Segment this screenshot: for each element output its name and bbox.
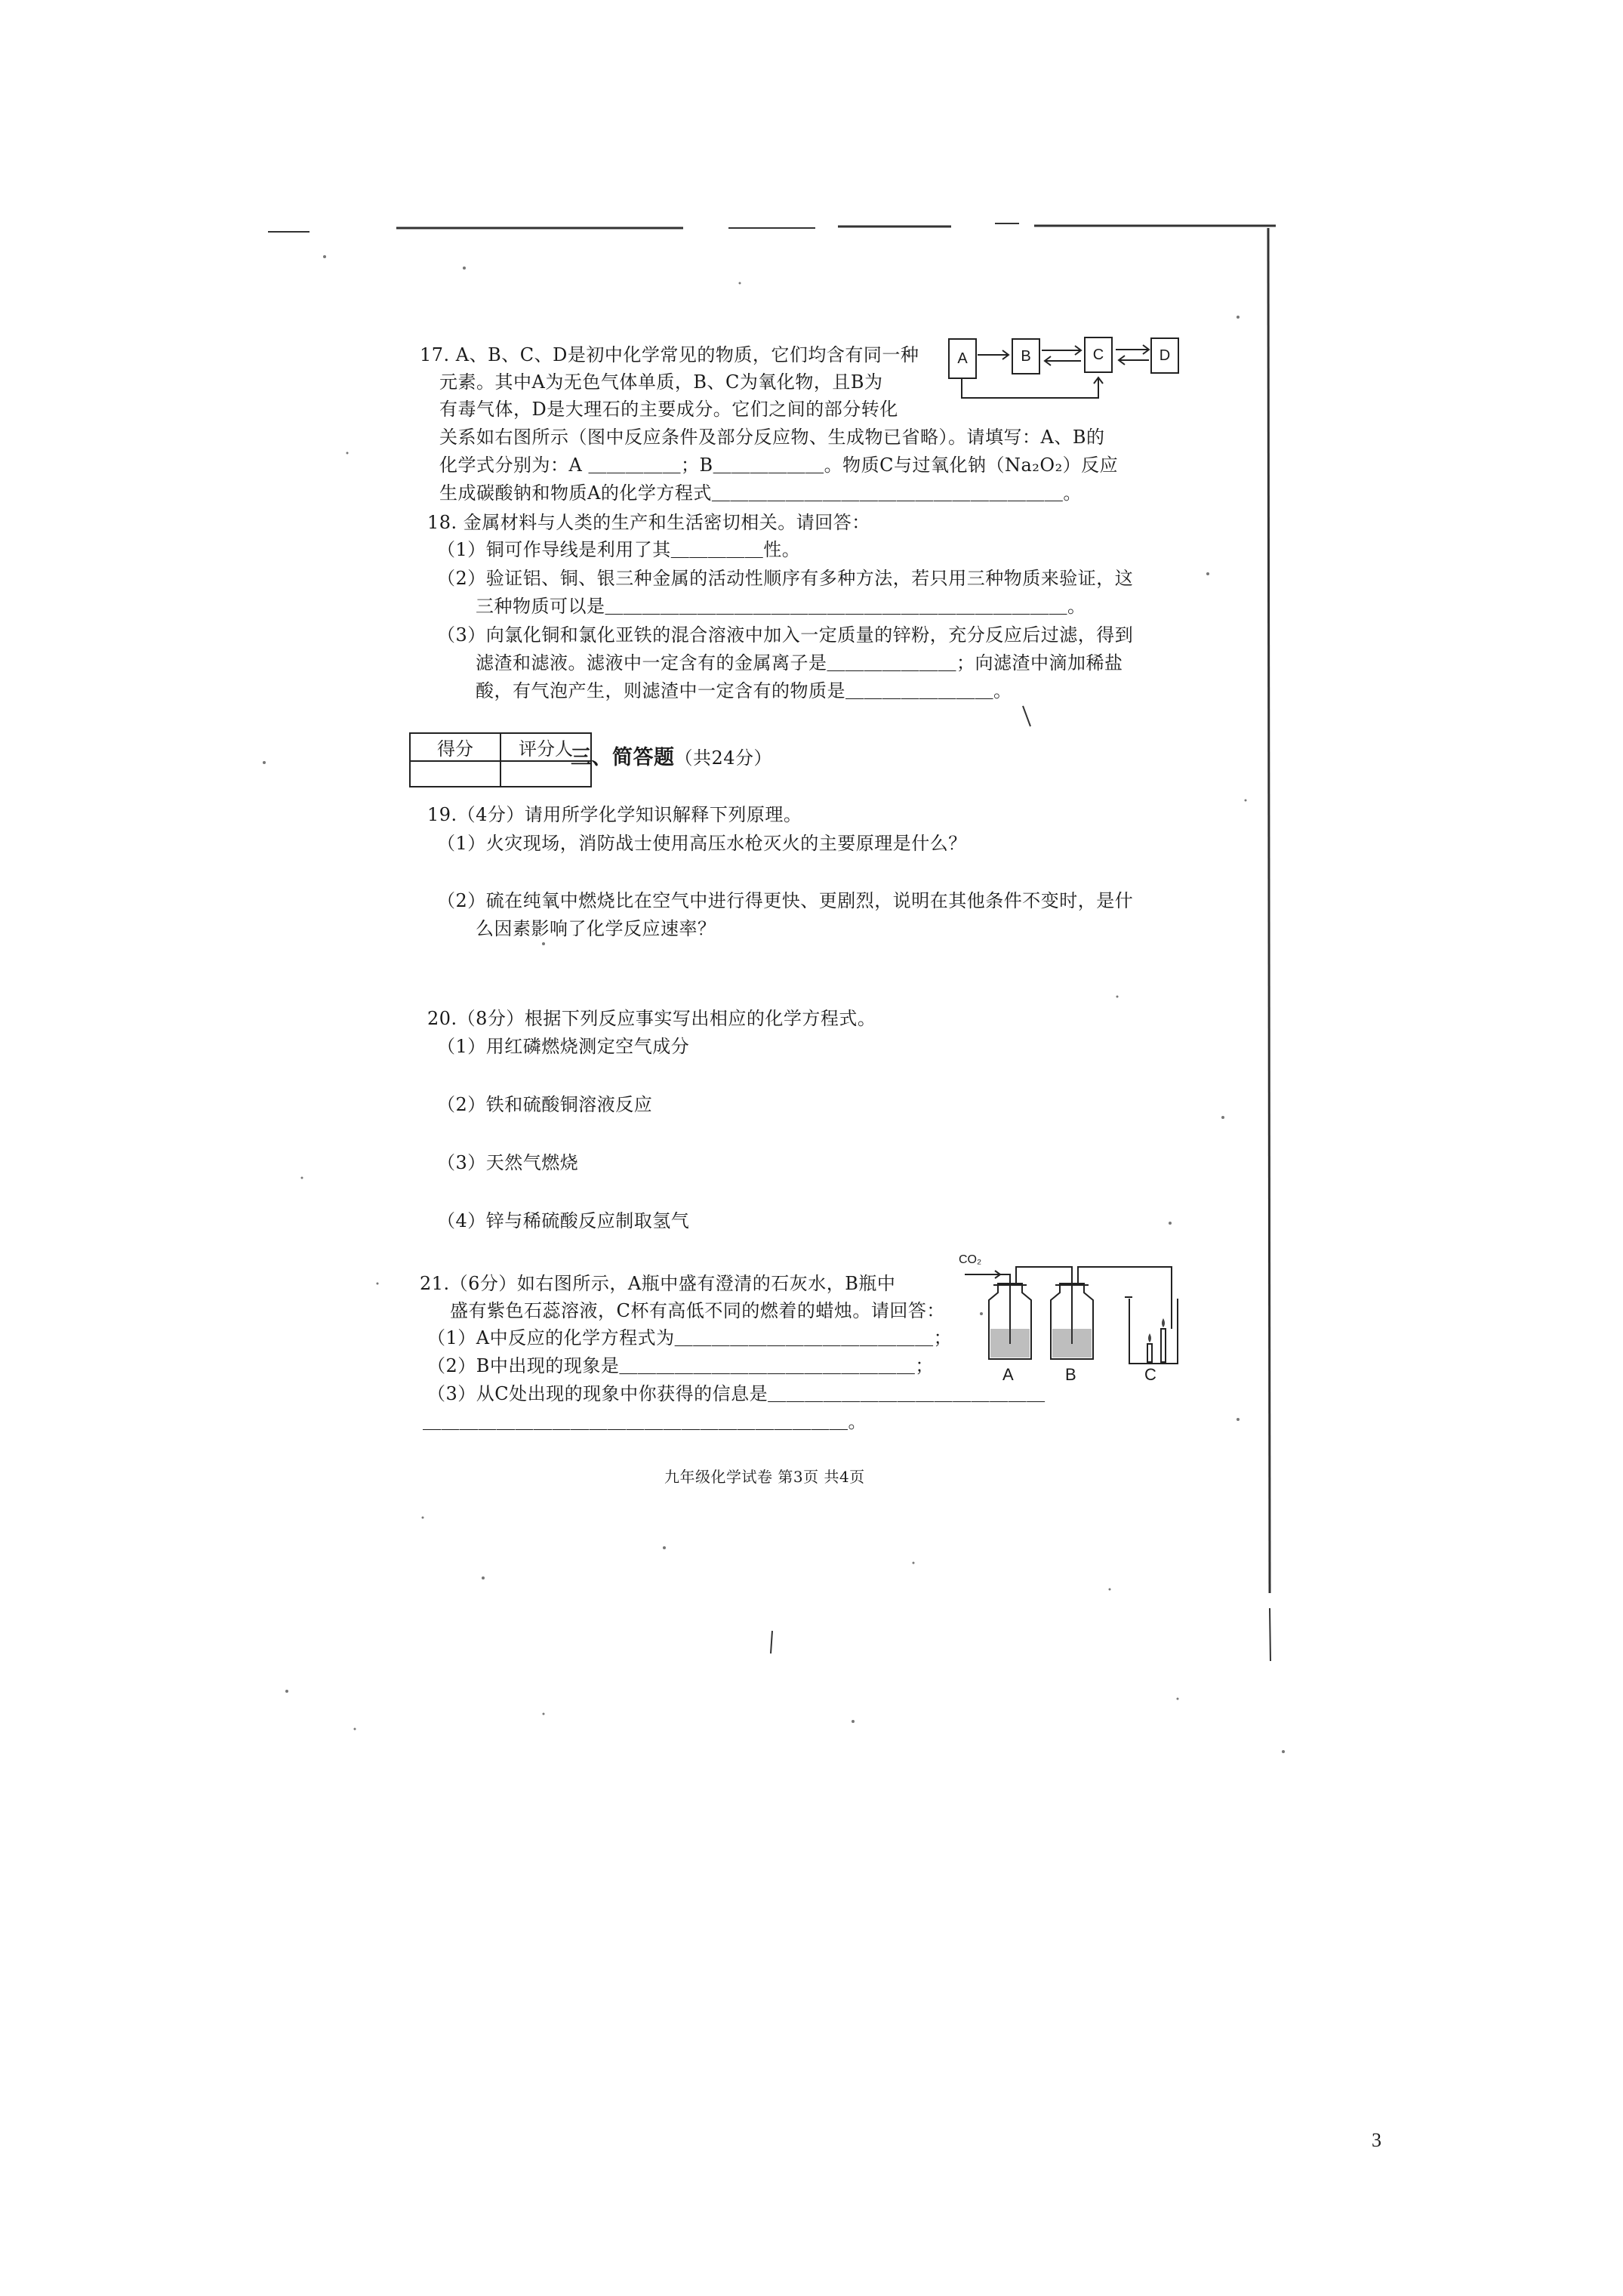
q17-box-b: B <box>1012 338 1040 374</box>
q20-item-1: （1）用红磷燃烧测定空气成分 <box>437 1036 690 1057</box>
q17-line-3: 有毒气体，D是大理石的主要成分。它们之间的部分转化 <box>439 399 898 420</box>
page-number: 3 <box>1372 2129 1381 2151</box>
q17-line-2: 元素。其中A为无色气体单质，B、C为氧化物，且B为 <box>439 371 883 393</box>
q18-line-5: （3）向氯化铜和氯化亚铁的混合溶液中加入一定质量的锌粉，充分反应后过滤，得到 <box>437 624 1134 646</box>
q19-line-1: 19.（4分）请用所学化学知识解释下列原理。 <box>427 804 802 825</box>
q18-line-6: 滤渣和滤液。滤液中一定含有的金属离子是＿＿＿＿＿＿＿；向滤渣中滴加稀盐 <box>476 652 1123 673</box>
co2-label: CO₂ <box>959 1253 982 1266</box>
q19-line-2: （1）火灾现场，消防战士使用高压水枪灭火的主要原理是什么？ <box>437 833 967 854</box>
fig-label-c: C <box>1144 1365 1156 1384</box>
section-3-title: 三、简答题 <box>571 746 675 769</box>
q20-line-1: 20.（8分）根据下列反应事实写出相应的化学方程式。 <box>427 1008 876 1029</box>
q17-line-1: 17. A、B、C、D是初中化学常见的物质，它们均含有同一种 <box>420 344 919 365</box>
q19-line-3: （2）硫在纯氧中燃烧比在空气中进行得更快、更剧烈，说明在其他条件不变时，是什 <box>437 890 1134 911</box>
q21-line-3: （1）A中反应的化学方程式为＿＿＿＿＿＿＿＿＿＿＿＿＿＿； <box>427 1327 953 1348</box>
q18-line-7: 酸，有气泡产生，则滤渣中一定含有的物质是＿＿＿＿＿＿＿＿。 <box>476 680 1012 701</box>
section-3-points: （共24分） <box>674 747 773 769</box>
q17-line-6: 生成碳酸钠和物质A的化学方程式＿＿＿＿＿＿＿＿＿＿＿＿＿＿＿＿＿＿＿。 <box>439 482 1082 504</box>
q18-line-4: 三种物质可以是＿＿＿＿＿＿＿＿＿＿＿＿＿＿＿＿＿＿＿＿＿＿＿＿＿。 <box>476 596 1086 617</box>
fig-label-a: A <box>1002 1365 1014 1384</box>
q17-box-d: D <box>1150 337 1179 374</box>
q19-line-4: 么因素影响了化学反应速率？ <box>476 918 716 939</box>
q21-line-6: ＿＿＿＿＿＿＿＿＿＿＿＿＿＿＿＿＿＿＿＿＿＿＿。 <box>423 1411 867 1432</box>
q17-line-5: 化学式分别为：A ＿＿＿＿＿；B＿＿＿＿＿＿。物质C与过氧化钠（Na₂O₂）反应 <box>439 455 1119 476</box>
q20-item-3: （3）天然气燃烧 <box>437 1152 579 1173</box>
grader-label: 评分人 <box>500 733 591 761</box>
q17-line-4: 关系如右图所示（图中反应条件及部分反应物、生成物已省略）。请填写：A、B的 <box>439 427 1105 448</box>
q18-line-1: 18. 金属材料与人类的生产和生活密切相关。请回答： <box>427 512 870 533</box>
q18-line-3: （2）验证铝、铜、银三种金属的活动性顺序有多种方法，若只用三种物质来验证，这 <box>437 568 1134 589</box>
q21-line-1: 21.（6分）如右图所示，A瓶中盛有澄清的石灰水，B瓶中 <box>420 1273 896 1294</box>
fig-label-b: B <box>1065 1365 1076 1384</box>
q20-item-2: （2）铁和硫酸铜溶液反应 <box>437 1094 653 1115</box>
q17-box-c: C <box>1084 337 1113 373</box>
q18-line-2: （1）铜可作导线是利用了其＿＿＿＿＿性。 <box>437 539 801 560</box>
q21-line-4: （2）B中出现的现象是＿＿＿＿＿＿＿＿＿＿＿＿＿＿＿＿； <box>427 1355 934 1376</box>
q21-line-5: （3）从C处出现的现象中你获得的信息是＿＿＿＿＿＿＿＿＿＿＿＿＿＿＿ <box>427 1383 1046 1404</box>
q20-item-4: （4）锌与稀硫酸反应制取氢气 <box>437 1210 690 1231</box>
q21-line-2: 盛有紫色石蕊溶液，C杯有高低不同的燃着的蜡烛。请回答： <box>450 1300 945 1321</box>
score-label: 得分 <box>410 733 500 761</box>
q17-box-a: A <box>948 338 977 379</box>
page-footer: 九年级化学试卷 第3页 共4页 <box>664 1468 865 1486</box>
